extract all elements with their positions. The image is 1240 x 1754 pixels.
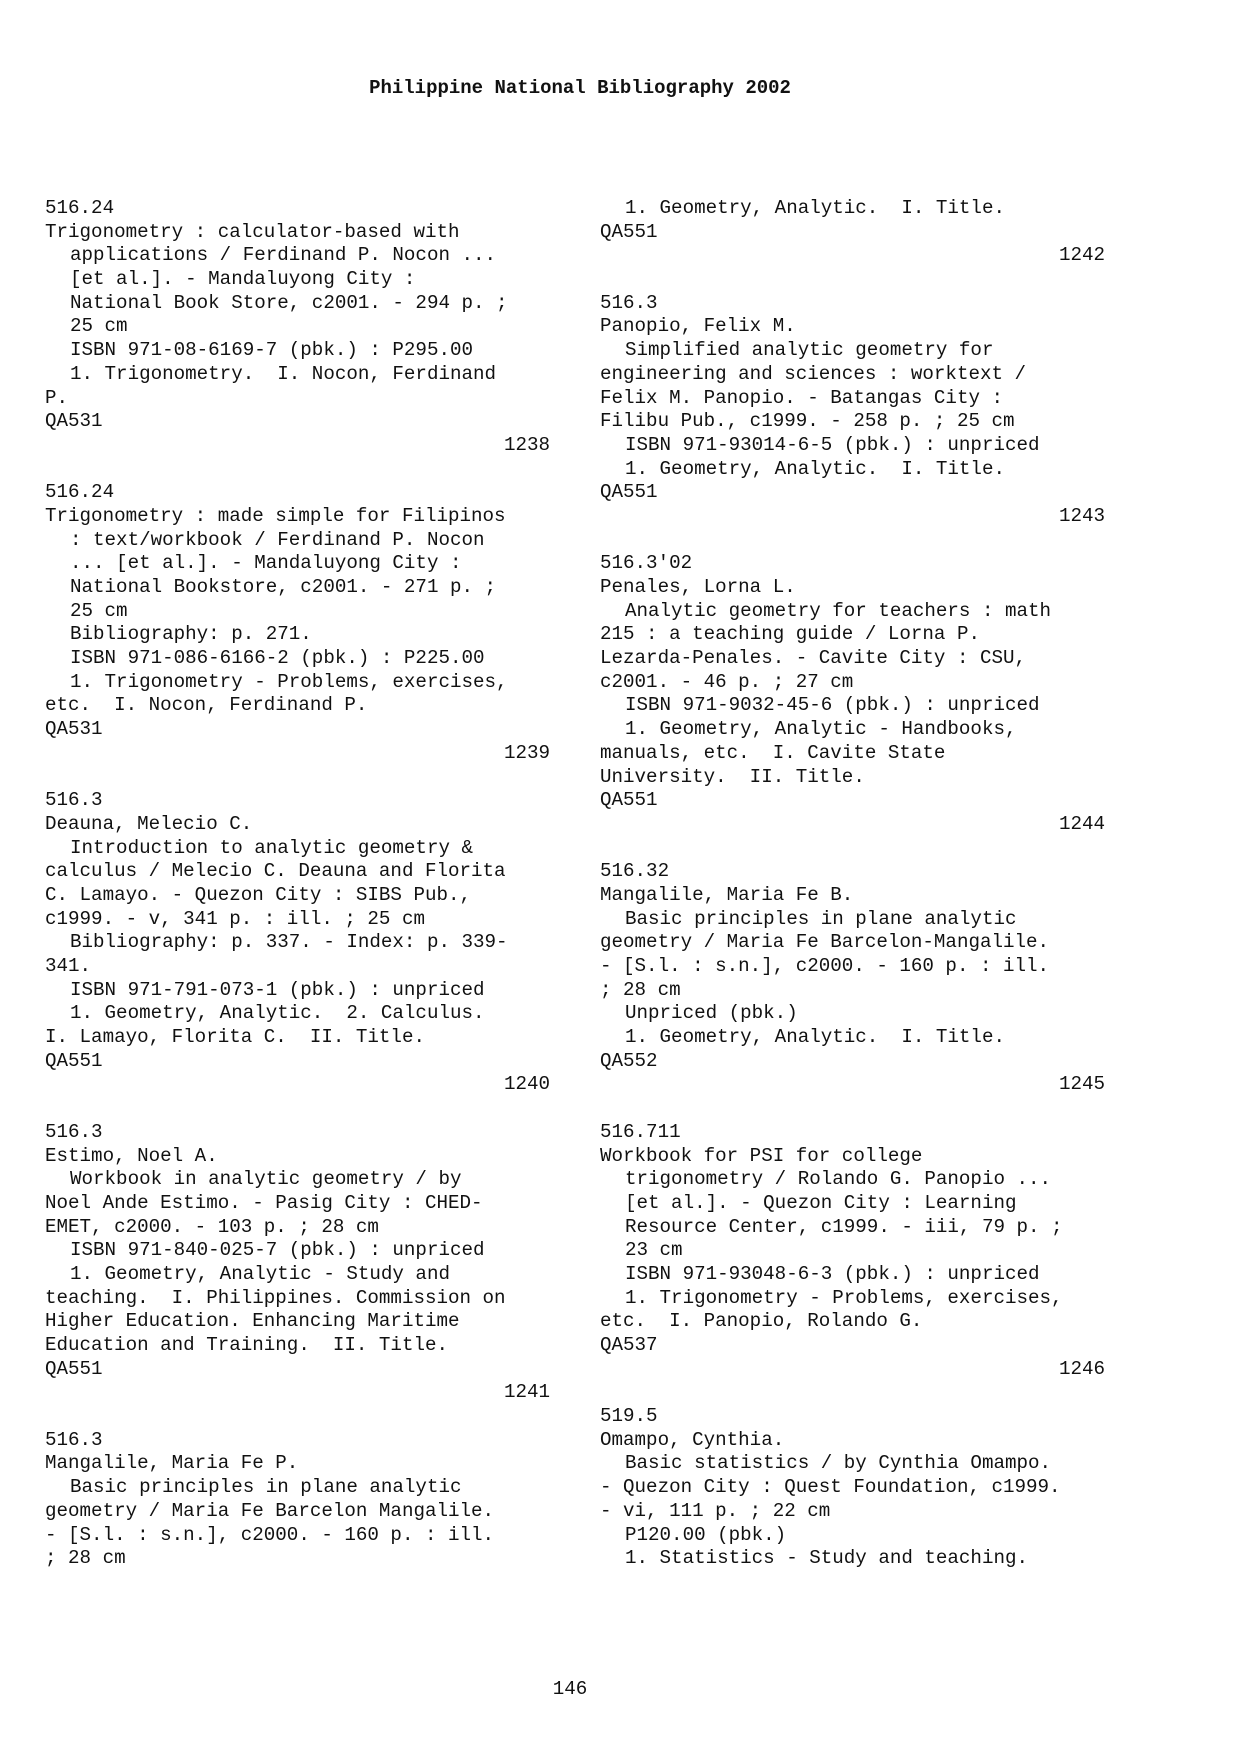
entry-line: EMET, c2000. - 103 p. ; 28 cm bbox=[45, 1215, 379, 1238]
entry-line: - [S.l. : s.n.], c2000. - 160 p. : ill. bbox=[600, 955, 1050, 977]
entry-line: ISBN 971-840-025-7 (pbk.) : unpriced bbox=[70, 1239, 485, 1262]
entry-line: ISBN 971-9032-45-6 (pbk.) : unpriced bbox=[625, 694, 1040, 717]
entry-line: Bibliography: p. 337. - Index: p. 339- bbox=[70, 931, 508, 954]
entry-line: 516.711 bbox=[600, 1120, 681, 1143]
entry-line: Omampo, Cynthia. bbox=[600, 1428, 785, 1451]
entry-line: Basic principles in plane analytic bbox=[625, 907, 1017, 930]
entry-line: Basic principles in plane analytic bbox=[70, 1476, 462, 1499]
entry-separator bbox=[45, 1405, 550, 1429]
entry-number: 1239 bbox=[503, 741, 550, 764]
entry-line: calculus / Melecio C. Deauna and Florita bbox=[45, 860, 506, 883]
entry-line: Workbook in analytic geometry / by bbox=[70, 1168, 462, 1191]
entry-number: 1240 bbox=[503, 1073, 550, 1096]
entry-separator bbox=[45, 766, 550, 790]
entry-line: QA552 bbox=[600, 1049, 658, 1072]
entry-line: 516.3 bbox=[45, 789, 103, 812]
entry-line: QA551 bbox=[600, 481, 658, 504]
entry-line: : text/workbook / Ferdinand P. Nocon bbox=[70, 528, 485, 551]
entry-line: Resource Center, c1999. - iii, 79 p. ; bbox=[625, 1215, 1063, 1238]
page-number: 146 bbox=[552, 1678, 588, 1700]
entry-line: Higher Education. Enhancing Maritime bbox=[45, 1310, 460, 1333]
entry-line: ; 28 cm bbox=[600, 978, 681, 1001]
entry-line: ISBN 971-791-073-1 (pbk.) : unpriced bbox=[70, 978, 485, 1001]
entry-line: 25 cm bbox=[70, 599, 128, 622]
entry-line: 1. Trigonometry. I. Nocon, Ferdinand bbox=[70, 362, 497, 385]
entry-line: QA551 bbox=[600, 220, 658, 243]
left-column bbox=[45, 197, 550, 1571]
entry-line: Workbook for PSI for college bbox=[600, 1144, 923, 1167]
entry-line: ... [et al.]. - Mandaluyong City : bbox=[70, 552, 462, 575]
entry-line: etc. I. Panopio, Rolando G. bbox=[600, 1310, 923, 1333]
entry-line: 1. Trigonometry - Problems, exercises, bbox=[625, 1286, 1063, 1309]
entry-line: Panopio, Felix M. bbox=[600, 315, 796, 338]
entry-line: Mangalile, Maria Fe B. bbox=[600, 883, 854, 906]
entry-line: geometry / Maria Fe Barcelon Mangalile. bbox=[45, 1499, 495, 1522]
entry-line: ISBN 971-08-6169-7 (pbk.) : P295.00 bbox=[70, 339, 474, 362]
entry-line: Trigonometry : calculator-based with bbox=[45, 220, 460, 243]
entry-number: 1242 bbox=[1058, 244, 1105, 267]
entry-line: Education and Training. II. Title. bbox=[45, 1334, 449, 1356]
entry-line: 516.3'02 bbox=[600, 552, 693, 575]
entry-line: Deauna, Melecio C. bbox=[45, 812, 253, 835]
entry-line: 516.3 bbox=[45, 1428, 103, 1451]
entry-line: Unpriced (pbk.) bbox=[625, 1002, 798, 1025]
entry-number: 1245 bbox=[1058, 1073, 1105, 1096]
entry-line: engineering and sciences : worktext / bbox=[600, 362, 1027, 385]
entry-number: 1243 bbox=[1058, 504, 1105, 527]
entry-line: 1. Geometry, Analytic - Handbooks, bbox=[625, 718, 1017, 741]
entry-line: 519.5 bbox=[600, 1405, 658, 1428]
entry-line: 516.3 bbox=[600, 291, 658, 314]
entry-separator bbox=[600, 268, 1105, 292]
entry-number: 1244 bbox=[1058, 812, 1105, 835]
entry-line: Trigonometry : made simple for Filipinos bbox=[45, 504, 506, 527]
entry-line: Filibu Pub., c1999. - 258 p. ; 25 cm bbox=[600, 410, 1015, 433]
entry-line: 1. Geometry, Analytic. I. Title. bbox=[625, 457, 1005, 480]
entry-line: Simplified analytic geometry for bbox=[625, 339, 994, 362]
entry-line: Basic statistics / by Cynthia Omampo. bbox=[625, 1452, 1052, 1475]
entry-line: QA551 bbox=[600, 789, 658, 812]
entry-line: National Book Store, c2001. - 294 p. ; bbox=[70, 291, 508, 314]
entry-line: 1. Geometry, Analytic - Study and bbox=[70, 1262, 450, 1285]
entry-line: manuals, etc. I. Cavite State bbox=[600, 741, 946, 764]
entry-line: Analytic geometry for teachers : math bbox=[625, 599, 1052, 622]
entry-line: c2001. - 46 p. ; 27 cm bbox=[600, 670, 854, 693]
entry-line: ISBN 971-93014-6-5 (pbk.) : unpriced bbox=[625, 433, 1040, 456]
entry-line: QA531 bbox=[45, 718, 103, 741]
entry-line: ISBN 971-93048-6-3 (pbk.) : unpriced bbox=[625, 1262, 1040, 1285]
entry-line: C. Lamayo. - Quezon City : SIBS Pub., bbox=[45, 883, 472, 906]
entry-line: 516.24 bbox=[45, 197, 115, 219]
entry-line: [et al.]. - Quezon City : Learning bbox=[625, 1191, 1017, 1214]
entry-line: - Quezon City : Quest Foundation, c1999. bbox=[600, 1476, 1061, 1499]
entry-line: ; 28 cm bbox=[45, 1547, 126, 1570]
entry-line: 1. Geometry, Analytic. 2. Calculus. bbox=[70, 1002, 485, 1025]
entry-line: Lezarda-Penales. - Cavite City : CSU, bbox=[600, 647, 1027, 670]
entry-line: National Bookstore, c2001. - 271 p. ; bbox=[70, 576, 497, 598]
entry-line: 1. Geometry, Analytic. I. Title. bbox=[625, 1026, 1005, 1049]
entry-line: 516.3 bbox=[45, 1120, 103, 1143]
entry-line: 1. Geometry, Analytic. I. Title. bbox=[625, 197, 1005, 219]
entry-line: - [S.l. : s.n.], c2000. - 160 p. : ill. bbox=[45, 1523, 495, 1546]
entry-line: 215 : a teaching guide / Lorna P. bbox=[600, 623, 980, 646]
entry-line: geometry / Maria Fe Barcelon-Mangalile. bbox=[600, 931, 1050, 954]
entry-line: etc. I. Nocon, Ferdinand P. bbox=[45, 694, 368, 717]
entry-line: Introduction to analytic geometry & bbox=[70, 836, 474, 859]
entry-line: I. Lamayo, Florita C. II. Title. bbox=[45, 1026, 425, 1049]
entry-line: 1. Trigonometry - Problems, exercises, bbox=[70, 670, 508, 693]
entry-number: 1238 bbox=[503, 433, 550, 456]
entry-separator bbox=[600, 1381, 1105, 1405]
entry-line: QA551 bbox=[45, 1357, 103, 1380]
entry-separator bbox=[600, 1097, 1105, 1121]
entry-line: 516.32 bbox=[600, 860, 670, 883]
entry-line: Mangalile, Maria Fe P. bbox=[45, 1452, 299, 1475]
entry-line: Felix M. Panopio. - Batangas City : bbox=[600, 386, 1004, 409]
entry-line: 1. Statistics - Study and teaching. bbox=[625, 1547, 1029, 1570]
entry-line: Bibliography: p. 271. bbox=[70, 623, 312, 646]
entry-line: teaching. I. Philippines. Commission on bbox=[45, 1286, 506, 1309]
entry-line: P120.00 (pbk.) bbox=[625, 1523, 787, 1546]
entry-separator bbox=[600, 837, 1105, 861]
entry-line: 23 cm bbox=[625, 1239, 683, 1262]
entry-line: applications / Ferdinand P. Nocon ... bbox=[70, 244, 497, 267]
entry-line: 341. bbox=[45, 955, 92, 977]
entry-line: 516.24 bbox=[45, 481, 115, 504]
entry-separator bbox=[45, 458, 550, 482]
entry-line: trigonometry / Rolando G. Panopio ... bbox=[625, 1168, 1052, 1191]
entry-line: - vi, 111 p. ; 22 cm bbox=[600, 1499, 831, 1522]
entry-line: [et al.]. - Mandaluyong City : bbox=[70, 268, 416, 291]
right-column bbox=[600, 197, 1105, 1571]
page-title: Philippine National Bibliography 2002 bbox=[369, 77, 791, 99]
entry-line: ISBN 971-086-6166-2 (pbk.) : P225.00 bbox=[70, 647, 485, 670]
entry-line: QA531 bbox=[45, 410, 103, 433]
entry-number: 1241 bbox=[503, 1381, 550, 1404]
entry-line: P. bbox=[45, 386, 69, 409]
entry-number: 1246 bbox=[1058, 1357, 1105, 1380]
entry-line: Noel Ande Estimo. - Pasig City : CHED- bbox=[45, 1191, 483, 1214]
entry-line: University. II. Title. bbox=[600, 765, 865, 788]
entry-line: Penales, Lorna L. bbox=[600, 576, 796, 598]
entry-separator bbox=[45, 1097, 550, 1121]
entry-line: c1999. - v, 341 p. : ill. ; 25 cm bbox=[45, 907, 425, 930]
entry-line: QA551 bbox=[45, 1049, 103, 1072]
entry-line: 25 cm bbox=[70, 315, 128, 338]
entry-separator bbox=[600, 529, 1105, 553]
entry-line: QA537 bbox=[600, 1334, 658, 1356]
entry-line: Estimo, Noel A. bbox=[45, 1144, 218, 1167]
